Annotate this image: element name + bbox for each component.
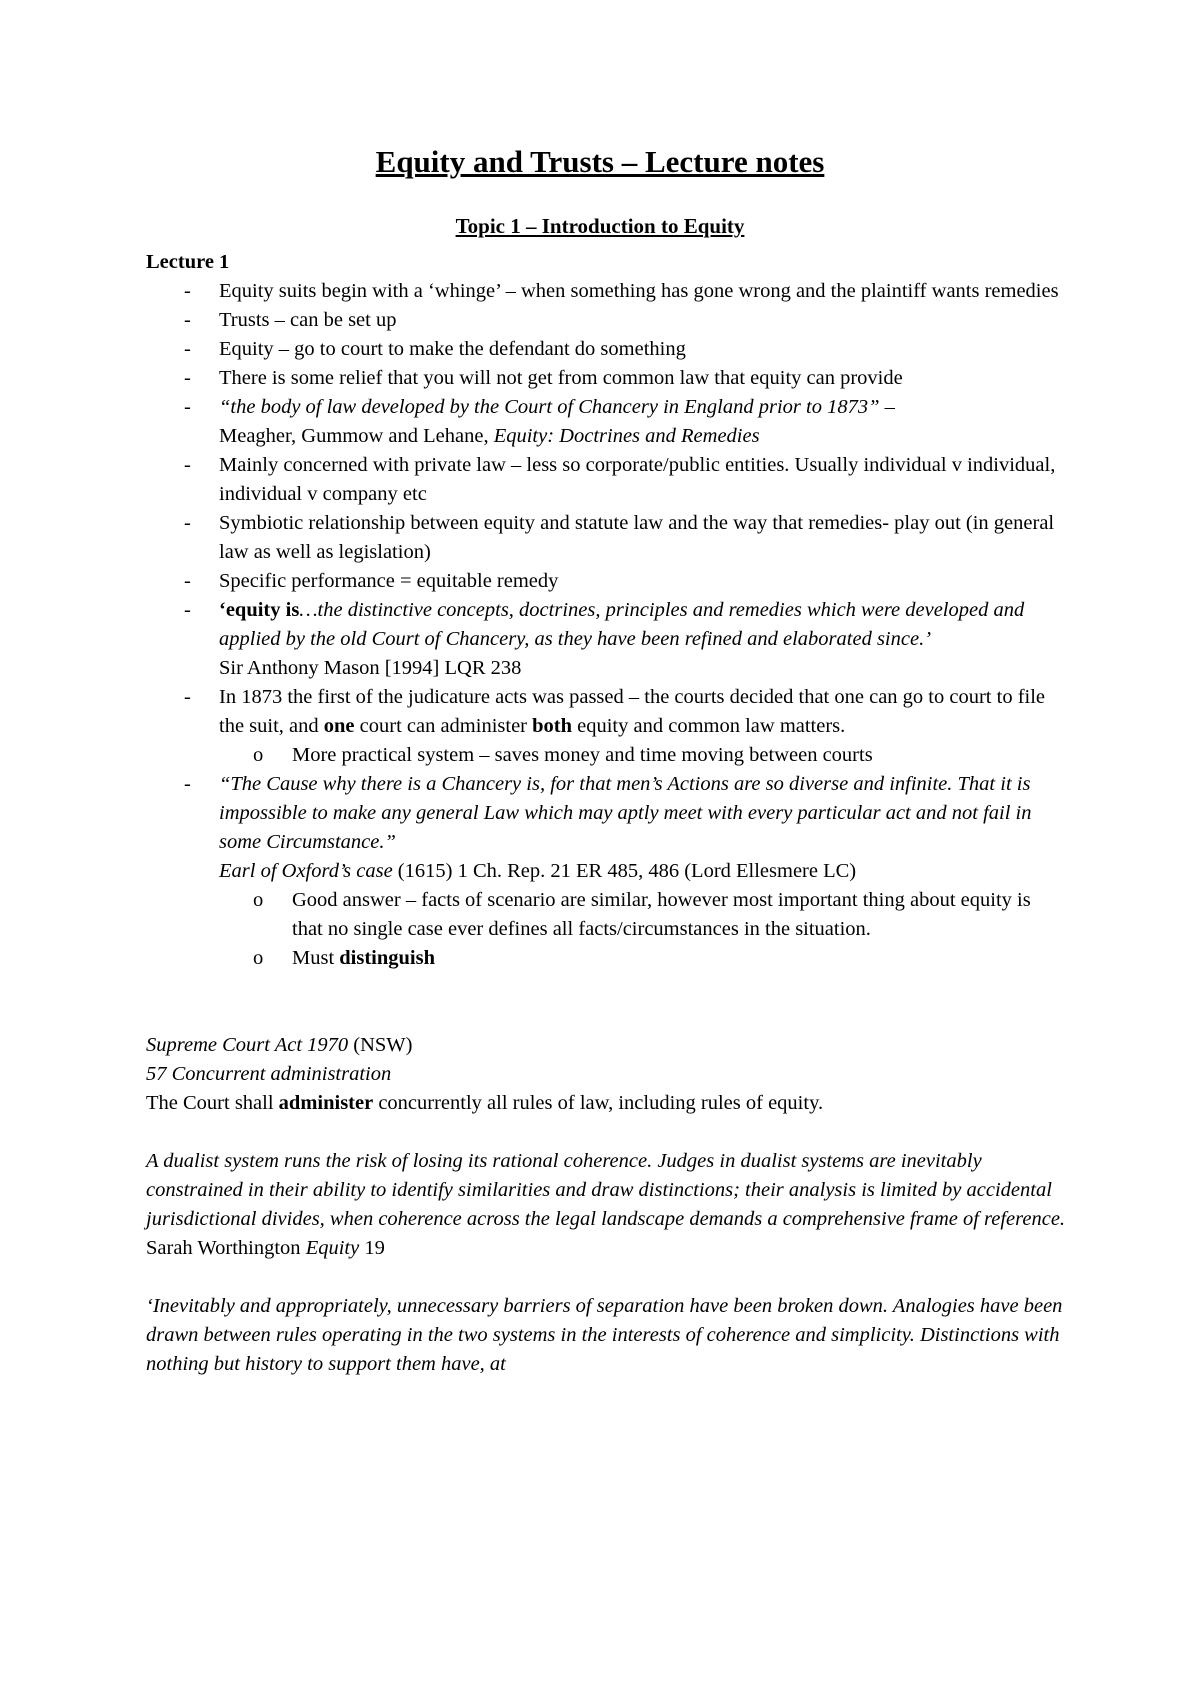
list-item (146, 277, 1066, 306)
dash-bullet: - (184, 686, 191, 708)
list-item (146, 509, 1066, 567)
spacer (146, 1263, 1066, 1292)
citation-book: Equity (305, 1237, 360, 1259)
dash-bullet: - (184, 367, 191, 389)
spacer (146, 973, 1066, 1031)
item-text: Mainly concerned with private law – less so corporate/public entities. Usually individual v individual, individual v company etc (219, 454, 1056, 505)
item-text: There is some relief that you will not get from common law that equity can provide (219, 367, 903, 389)
bold-word: administer (278, 1092, 374, 1114)
statute-section (146, 1060, 1066, 1089)
dash-bullet: - (184, 570, 191, 592)
separator: – (879, 396, 895, 418)
item-text: Trusts – can be set up (219, 309, 397, 331)
quote-citation (146, 1234, 1066, 1263)
list-item (146, 567, 1066, 596)
item-text: Specific performance = equitable remedy (219, 570, 559, 592)
document-title: Equity and Trusts – Lecture notes (375, 144, 825, 179)
citation-page: 19 (359, 1237, 385, 1259)
quote-text: …the distinctive concepts, doctrines, principles and remedies which were developed and applied by the old Court of Chancery, as they have been refined and elaborated since.’ (219, 599, 1025, 650)
item-text: court can administer (354, 715, 533, 737)
dash-bullet: - (184, 280, 191, 302)
bold-word: both (532, 715, 573, 737)
block-quote: A dualist system runs the risk of losing its rational coherence. Judges in dualist systems are inevitably constrained in their ability to identify similarities and draw distinctions; their analysis is limited by accidental jurisdictional divides, when coherence across the legal landscape demands a comprehensive frame of reference. (146, 1150, 1066, 1230)
statute-block (146, 1031, 1066, 1118)
item-text: equity and common law matters. (572, 715, 846, 737)
case-name: Earl of Oxford’s case (219, 860, 393, 882)
item-text: More practical system – saves money and time moving between courts (292, 744, 873, 766)
item-text: Symbiotic relationship between equity and statute law and the way that remedies- play out (in general law as well as legislation) (219, 512, 1055, 563)
circle-bullet: o (253, 744, 264, 766)
dash-bullet: - (184, 773, 191, 795)
list-item (146, 451, 1066, 509)
list-item (146, 596, 1066, 683)
item-text: Equity suits begin with a ‘whinge’ – when something has gone wrong and the plaintiff wants remedies (219, 280, 1059, 302)
dash-bullet: - (184, 309, 191, 331)
dash-bullet: - (184, 338, 191, 360)
citation-author: Sarah Worthington (146, 1237, 306, 1259)
item-text: Equity – go to court to make the defendant do something (219, 338, 686, 360)
citation: Sir Anthony Mason [1994] LQR 238 (219, 657, 522, 679)
sub-list-item (146, 944, 1066, 973)
list-item (146, 306, 1066, 335)
citation: (1615) 1 Ch. Rep. 21 ER 485, 486 (Lord Ellesmere LC) (392, 860, 857, 882)
sub-list (219, 741, 1066, 770)
list-item (146, 364, 1066, 393)
citation-author: Meagher, Gummow and Lehane, (219, 425, 494, 447)
text-run: The Court shall (146, 1092, 279, 1114)
statute-text (146, 1089, 1066, 1118)
dash-bullet: - (184, 396, 191, 418)
lecture-heading: Lecture 1 (146, 251, 230, 273)
circle-bullet: o (253, 889, 264, 911)
list-item (146, 393, 1066, 451)
act-name: Supreme Court Act 1970 (146, 1034, 349, 1056)
quote-text: “The Cause why there is a Chancery is, for that men’s Actions are so diverse and infinite. That it is impossible to make any general Law which may aptly meet with every particular act and not fail in some Circumstance.” (219, 773, 1032, 853)
text-run: concurrently all rules of law, including rules of equity. (373, 1092, 824, 1114)
dash-bullet: - (184, 599, 191, 621)
item-text: In 1873 the first of the judicature acts was passed – the courts decided that one can go to court to file the suit, and (219, 686, 1046, 737)
topic-heading: Topic 1 – Introduction to Equity (455, 214, 745, 238)
list-item (146, 770, 1066, 973)
list-item (146, 335, 1066, 364)
sub-list (219, 886, 1066, 973)
list-item (146, 683, 1066, 770)
final-quote: ‘Inevitably and appropriately, unnecessary barriers of separation have been broken down. Analogies have been drawn between rules operating in the two systems in the interests of coherence and simplicity. Distinctions with nothing but history to support them have, at (146, 1295, 1063, 1375)
dash-bullet: - (184, 512, 191, 534)
item-text: Must (292, 947, 340, 969)
item-text: Good answer – facts of scenario are similar, however most important thing about equity is that no single case ever defines all facts/circumstances in the situation. (292, 889, 1031, 940)
lecture-notes-list (146, 277, 1066, 973)
sub-list-item (146, 741, 1066, 770)
worthington-quote-block (146, 1147, 1066, 1263)
statute-title (146, 1031, 1066, 1060)
section-heading: 57 Concurrent administration (146, 1063, 392, 1085)
document-body (146, 248, 1066, 1379)
spacer (146, 1118, 1066, 1147)
circle-bullet: o (253, 947, 264, 969)
citation-book: Equity: Doctrines and Remedies (493, 425, 760, 447)
quote-text: “the body of law developed by the Court of Chancery in England prior to 1873” (219, 396, 880, 418)
bold-lead: ‘equity is (219, 599, 300, 621)
bold-word: one (323, 715, 355, 737)
jurisdiction: (NSW) (348, 1034, 413, 1056)
bold-word: distinguish (339, 947, 436, 969)
dash-bullet: - (184, 454, 191, 476)
sub-list-item (146, 886, 1066, 944)
